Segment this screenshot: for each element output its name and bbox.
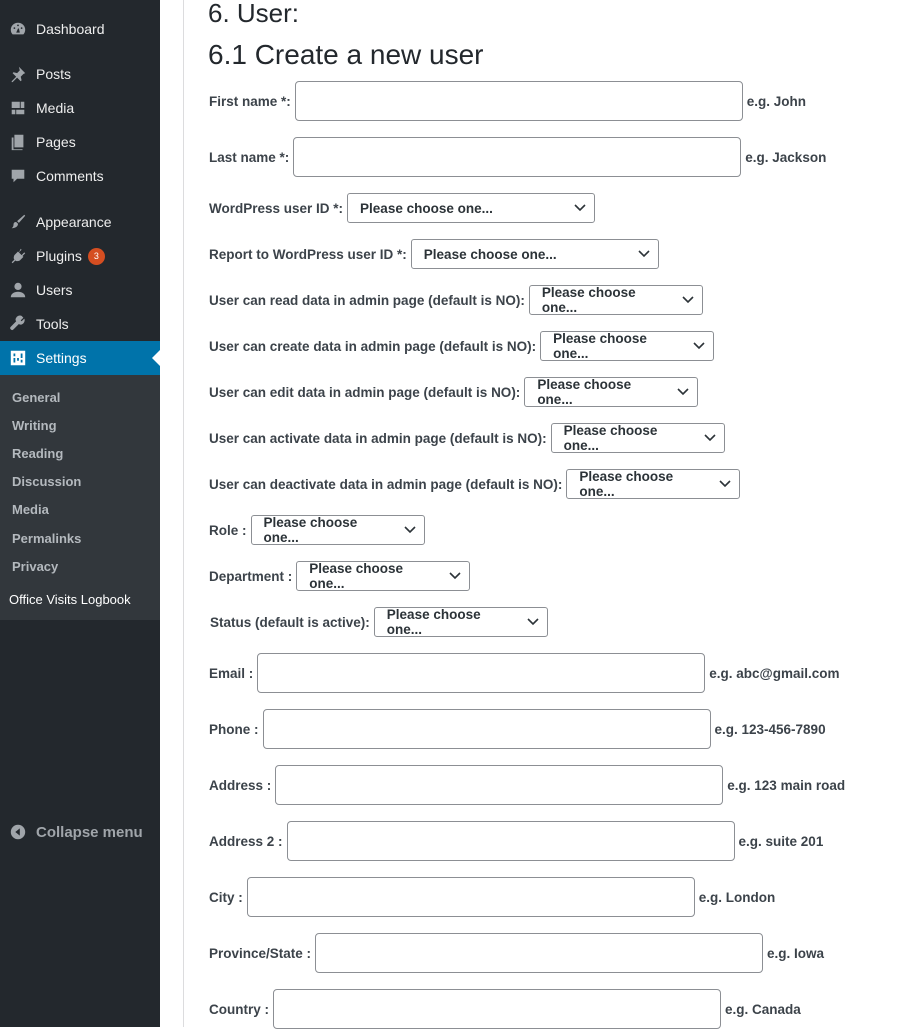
first-name-row: [209, 81, 806, 121]
department-label: Department :: [209, 568, 293, 584]
address-label: Address :: [209, 777, 272, 793]
address2-row: [209, 821, 823, 861]
menu-comments[interactable]: [0, 159, 160, 193]
role-label: Role :: [209, 522, 247, 538]
submenu-media[interactable]: Media: [12, 502, 49, 517]
first-name-label: First name *:: [209, 93, 291, 109]
address-hint: e.g. 123 main road: [727, 777, 846, 793]
chevron-down-icon: [693, 342, 705, 350]
phone-label: Phone :: [209, 721, 259, 737]
country-row: [209, 989, 801, 1029]
wp-user-id-select[interactable]: [347, 193, 595, 223]
subsection-title: 6.1 Create a new user: [208, 39, 484, 70]
content-divider: [183, 0, 184, 1027]
can-create-label: User can create data in admin page (default is NO):: [209, 338, 537, 354]
menu-appearance[interactable]: [0, 205, 160, 239]
submenu-reading[interactable]: Reading: [12, 446, 64, 461]
collapse-icon: [0, 823, 36, 841]
can-activate-label: User can activate data in admin page (default is NO):: [209, 430, 547, 446]
menu-media[interactable]: [0, 91, 160, 125]
department-select[interactable]: [296, 561, 470, 591]
can-edit-select[interactable]: [524, 377, 698, 407]
address-input[interactable]: [275, 765, 723, 805]
city-input[interactable]: [247, 877, 695, 917]
department-row: [209, 561, 470, 591]
email-hint: e.g. abc@gmail.com: [709, 665, 840, 681]
can-edit-label: User can edit data in admin page (default is NO):: [209, 384, 521, 400]
chevron-down-icon: [449, 572, 461, 580]
chevron-down-icon: [719, 480, 731, 488]
role-row: [209, 515, 425, 545]
media-icon: [0, 99, 36, 117]
wp-user-id-row: [209, 193, 595, 223]
province-label: Province/State :: [209, 945, 312, 961]
phone-hint: e.g. 123-456-7890: [714, 721, 826, 737]
menu-posts[interactable]: [0, 57, 160, 91]
menu-label: Comments: [36, 168, 104, 184]
can-edit-row: [209, 377, 698, 407]
menu-plugins[interactable]: [0, 239, 160, 273]
status-select[interactable]: [374, 607, 548, 637]
phone-input[interactable]: [263, 709, 711, 749]
plugin-icon: [0, 247, 36, 265]
can-read-row: [209, 285, 703, 315]
email-input[interactable]: [257, 653, 705, 693]
email-row: [209, 653, 839, 693]
menu-label: Users: [36, 282, 73, 298]
last-name-label: Last name *:: [209, 149, 290, 165]
brush-icon: [0, 213, 36, 231]
first-name-hint: e.g. John: [746, 93, 807, 109]
select-value: Please choose one...: [263, 515, 358, 545]
chevron-down-icon: [677, 388, 689, 396]
plugin-update-badge: 3: [88, 248, 105, 265]
country-label: Country :: [209, 1001, 269, 1017]
can-create-select[interactable]: [540, 331, 714, 361]
can-activate-select[interactable]: [551, 423, 725, 453]
address2-input[interactable]: [287, 821, 735, 861]
chevron-down-icon: [638, 250, 650, 258]
submenu-discussion[interactable]: Discussion: [12, 474, 82, 489]
select-value: Please choose one...: [309, 561, 404, 591]
settings-submenu: [0, 375, 160, 620]
select-value: Please choose one...: [553, 331, 647, 361]
menu-label: Media: [36, 100, 75, 116]
city-label: City :: [209, 889, 243, 905]
status-row: [210, 607, 548, 637]
select-value: Please choose one...: [541, 285, 636, 315]
dashboard-icon: [0, 20, 36, 38]
report-to-select[interactable]: [411, 239, 659, 269]
collapse-menu-button[interactable]: [0, 815, 160, 849]
menu-dashboard[interactable]: [0, 12, 160, 46]
menu-label: Dashboard: [36, 21, 105, 37]
last-name-hint: e.g. Jackson: [745, 149, 827, 165]
wrench-icon: [0, 315, 36, 333]
menu-tools[interactable]: [0, 307, 160, 341]
chevron-down-icon: [704, 434, 716, 442]
city-row: [209, 877, 775, 917]
status-label: Status (default is active):: [210, 614, 370, 630]
province-row: [209, 933, 824, 973]
city-hint: e.g. London: [698, 889, 776, 905]
comment-icon: [0, 167, 36, 185]
country-input[interactable]: [273, 989, 721, 1029]
can-create-row: [209, 331, 714, 361]
last-name-input[interactable]: [293, 137, 741, 177]
can-deactivate-row: [209, 469, 740, 499]
submenu-general[interactable]: General: [12, 390, 61, 405]
active-indicator: [152, 350, 160, 366]
settings-icon: [0, 349, 36, 367]
role-select[interactable]: [251, 515, 425, 545]
menu-label: Settings: [36, 350, 87, 366]
menu-label: Pages: [36, 134, 76, 150]
can-activate-row: [209, 423, 725, 453]
collapse-label: Collapse menu: [36, 823, 143, 841]
chevron-down-icon: [574, 204, 586, 212]
menu-settings[interactable]: [0, 341, 160, 375]
wp-user-id-label: WordPress user ID *:: [209, 200, 344, 216]
submenu-writing[interactable]: Writing: [12, 418, 57, 433]
pin-icon: [0, 65, 36, 83]
select-value: Please choose one...: [360, 200, 493, 216]
address2-hint: e.g. suite 201: [738, 833, 824, 849]
can-deactivate-label: User can deactivate data in admin page (default is NO):: [209, 476, 563, 492]
admin-sidebar: [0, 0, 160, 1027]
menu-pages[interactable]: [0, 125, 160, 159]
pages-icon: [0, 133, 36, 151]
last-name-row: [209, 137, 826, 177]
menu-label: Posts: [36, 66, 72, 82]
address2-label: Address 2 :: [209, 833, 283, 849]
select-value: Please choose one...: [423, 246, 557, 262]
email-label: Email :: [209, 665, 254, 681]
user-icon: [0, 281, 36, 299]
menu-label: Appearance: [36, 214, 112, 230]
province-input[interactable]: [315, 933, 763, 973]
chevron-down-icon: [404, 526, 416, 534]
province-hint: e.g. Iowa: [767, 945, 825, 961]
submenu-permalinks[interactable]: Permalinks: [12, 531, 82, 546]
select-value: Please choose one...: [386, 607, 481, 637]
country-hint: e.g. Canada: [725, 1001, 801, 1017]
select-value: Please choose one...: [563, 423, 658, 453]
select-value: Please choose one...: [579, 469, 674, 499]
chevron-down-icon: [527, 618, 539, 626]
report-to-row: [209, 239, 659, 269]
first-name-input[interactable]: [295, 81, 743, 121]
menu-label: Tools: [36, 316, 69, 332]
can-deactivate-select[interactable]: [566, 469, 740, 499]
can-read-select[interactable]: [529, 285, 703, 315]
menu-label: Plugins: [36, 248, 82, 264]
menu-users[interactable]: [0, 273, 160, 307]
submenu-office-visits-logbook[interactable]: Office Visits Logbook: [9, 592, 131, 607]
chevron-down-icon: [682, 296, 694, 304]
address-row: [209, 765, 845, 805]
submenu-privacy[interactable]: Privacy: [12, 559, 59, 574]
can-read-label: User can read data in admin page (default is NO):: [209, 292, 525, 308]
select-value: Please choose one...: [537, 377, 632, 407]
phone-row: [209, 709, 826, 749]
section-title: 6. User:: [208, 0, 300, 28]
report-to-label: Report to WordPress user ID *:: [209, 246, 407, 262]
